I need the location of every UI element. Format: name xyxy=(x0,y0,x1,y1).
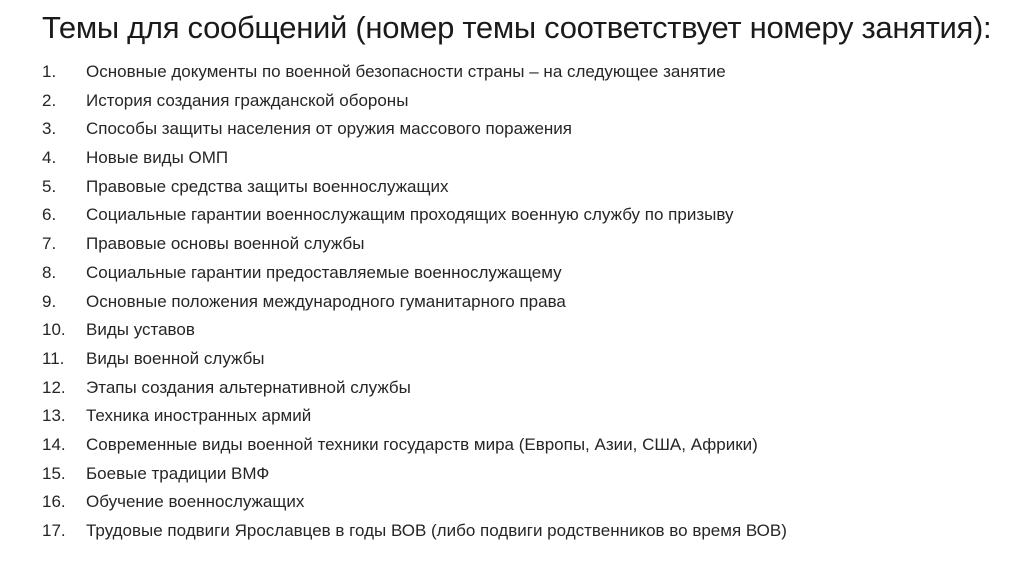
item-text: Основные положения международного гуманитарного права xyxy=(86,291,566,311)
item-text: История создания гражданской обороны xyxy=(86,90,409,110)
list-item xyxy=(42,288,787,317)
item-text: Основные документы по военной безопасности страны – на следующее занятие xyxy=(86,62,726,81)
item-number: 15. xyxy=(42,463,66,483)
item-number: 14. xyxy=(42,434,66,454)
list-item xyxy=(42,58,787,87)
list-item xyxy=(42,517,787,546)
list-item xyxy=(42,402,787,431)
list-item xyxy=(42,259,787,288)
item-text: Способы защиты населения от оружия массового поражения xyxy=(86,119,573,139)
item-text: Современные виды военной техники государств мира (Европы, Азии, США, Африки) xyxy=(86,434,758,454)
list-item xyxy=(42,144,787,173)
item-number: 16. xyxy=(42,492,66,512)
list-item xyxy=(42,115,787,144)
list-item xyxy=(42,87,787,116)
item-text: Виды уставов xyxy=(86,320,195,340)
item-number: 17. xyxy=(42,521,66,540)
list-item xyxy=(42,173,787,202)
item-text: Трудовые подвиги Ярославцев в годы ВОВ (либо подвиги родственников во время ВОВ) xyxy=(86,521,787,540)
item-number: 7. xyxy=(42,234,57,254)
item-number: 11. xyxy=(42,348,65,368)
list-item xyxy=(42,374,787,403)
list-item xyxy=(42,201,787,230)
item-text: Боевые традиции ВМФ xyxy=(86,463,270,483)
list-item xyxy=(42,488,787,517)
item-text: Новые виды ОМП xyxy=(86,148,229,168)
item-text: Этапы создания альтернативной службы xyxy=(86,377,411,397)
topics-list xyxy=(42,58,787,546)
item-text: Обучение военнослужащих xyxy=(86,492,305,512)
item-text: Виды военной службы xyxy=(86,348,265,368)
item-number: 2. xyxy=(42,90,57,110)
item-number: 10. xyxy=(42,320,66,340)
item-number: 13. xyxy=(42,406,66,426)
list-item xyxy=(42,345,787,374)
item-text: Социальные гарантии военнослужащим проходящих военную службу по призыву xyxy=(86,205,734,225)
item-number: 6. xyxy=(42,205,57,225)
item-text: Социальные гарантии предоставляемые военнослужащему xyxy=(86,262,562,282)
list-item xyxy=(42,431,787,460)
item-text: Правовые основы военной службы xyxy=(86,234,365,254)
item-number: 3. xyxy=(42,119,57,139)
item-number: 5. xyxy=(42,176,57,196)
list-item xyxy=(42,230,787,259)
item-text: Техника иностранных армий xyxy=(86,406,312,426)
item-number: 8. xyxy=(42,262,57,282)
list-item xyxy=(42,460,787,489)
list-item xyxy=(42,316,787,345)
slide-title: Темы для сообщений (номер темы соответствует номеру занятия): xyxy=(42,10,992,45)
item-text: Правовые средства защиты военнослужащих xyxy=(86,176,449,196)
item-number: 4. xyxy=(42,148,57,168)
item-number: 9. xyxy=(42,291,57,311)
item-number: 12. xyxy=(42,377,66,397)
item-number: 1. xyxy=(42,62,57,81)
